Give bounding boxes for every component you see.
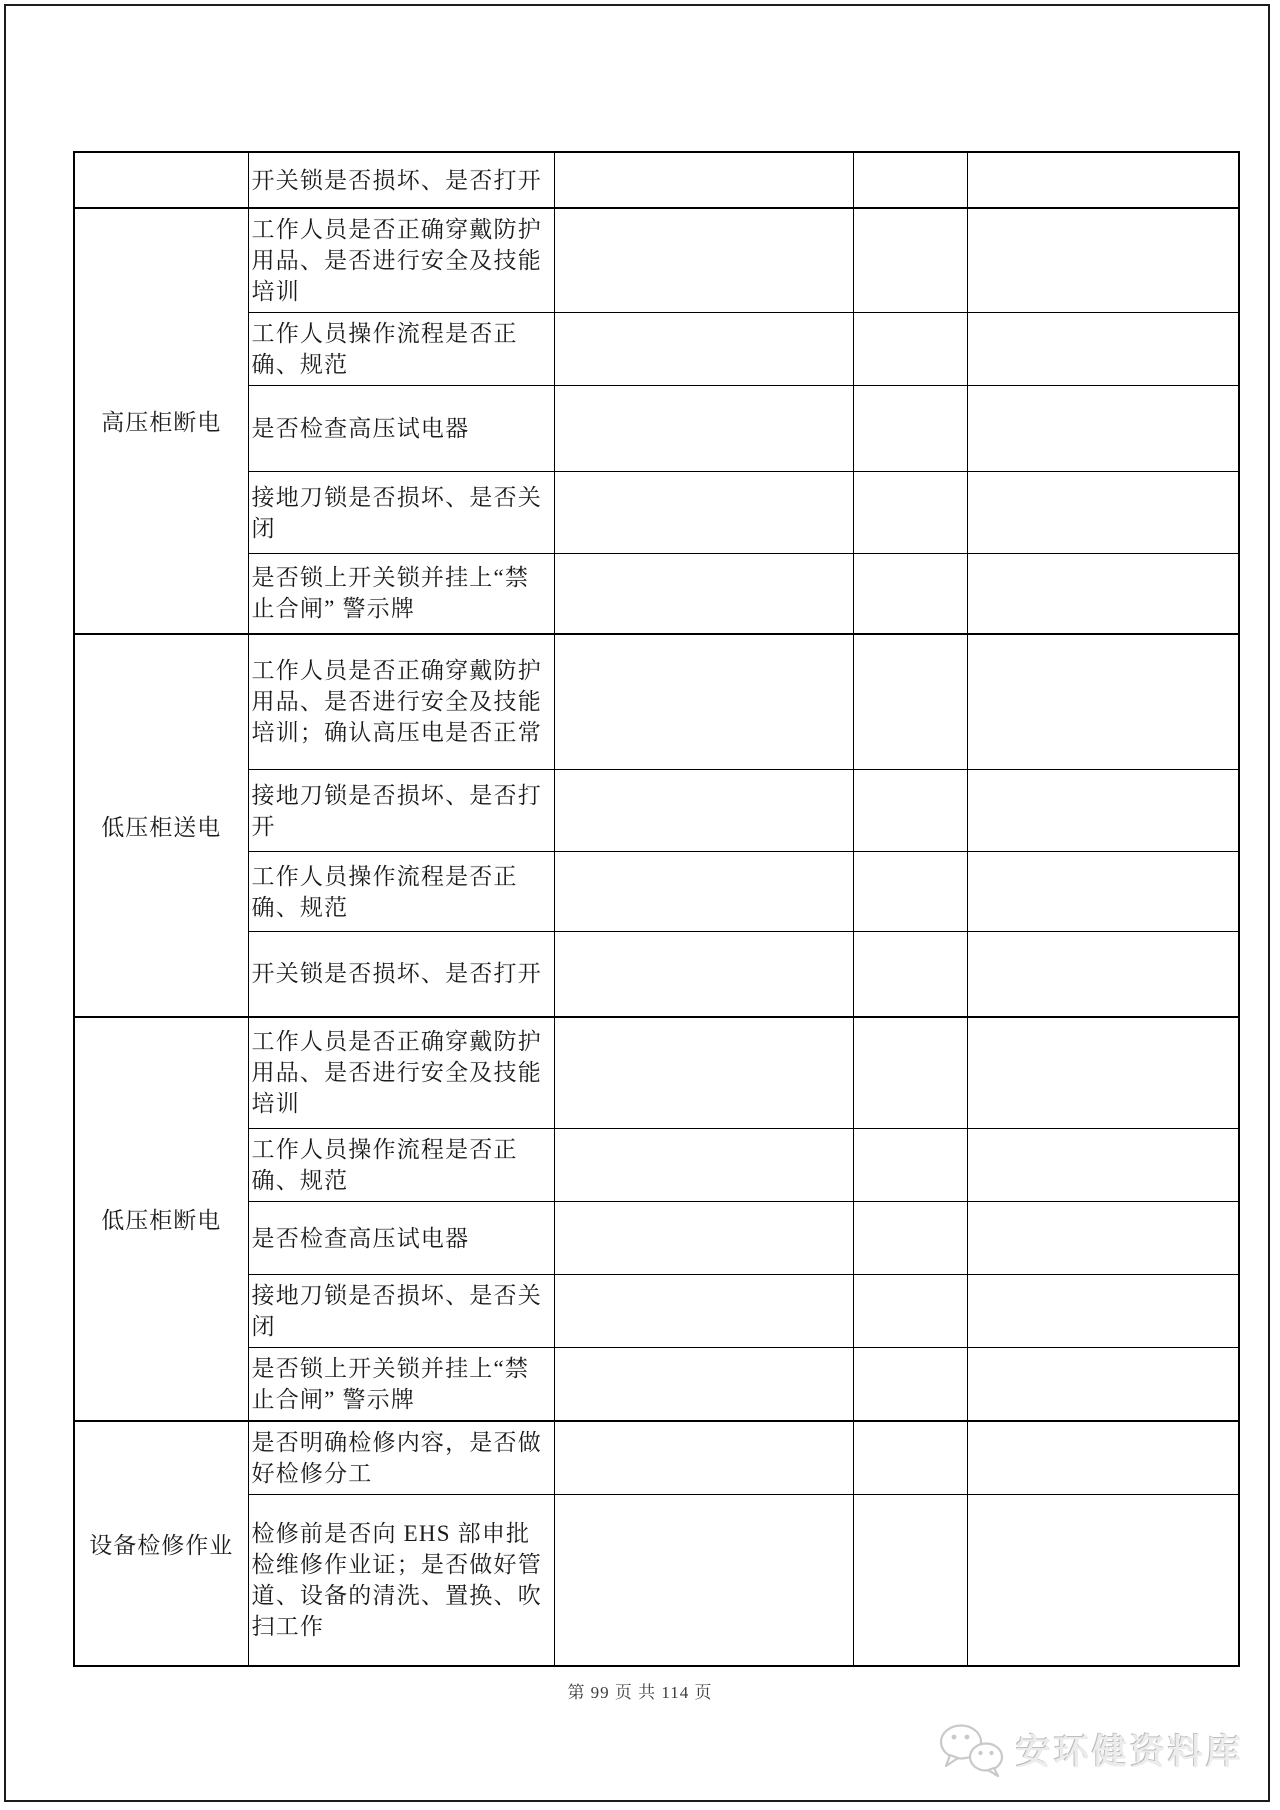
item-cell: 接地刀锁是否损坏、是否打开 xyxy=(248,770,554,852)
item-cell: 工作人员是否正确穿戴防护用品、是否进行安全及技能培训 xyxy=(248,1017,554,1129)
item-cell: 开关锁是否损坏、是否打开 xyxy=(248,152,554,208)
item-cell: 工作人员操作流程是否正确、规范 xyxy=(248,1129,554,1202)
section-name-cell: 设备检修作业 xyxy=(74,1421,248,1666)
item-cell: 是否检查高压试电器 xyxy=(248,1202,554,1275)
check-cell-empty xyxy=(853,1495,967,1666)
remark-cell-empty xyxy=(967,152,1239,208)
result-cell-empty xyxy=(554,1275,853,1348)
remark-cell-empty xyxy=(967,932,1239,1017)
safety-checklist-table xyxy=(73,151,1240,1667)
remark-cell-empty xyxy=(967,1495,1239,1666)
item-cell: 检修前是否向 EHS 部申批检维修作业证；是否做好管道、设备的清洗、置换、吹扫工作 xyxy=(248,1495,554,1666)
remark-cell-empty xyxy=(967,208,1239,313)
check-cell-empty xyxy=(853,208,967,313)
result-cell-empty xyxy=(554,472,853,554)
check-cell-empty xyxy=(853,1275,967,1348)
remark-cell-empty xyxy=(967,1129,1239,1202)
section-name-cell: 低压柜送电 xyxy=(74,634,248,1017)
page-number-text: 第 99 页 共 114 页 xyxy=(567,1683,713,1702)
item-cell: 接地刀锁是否损坏、是否关闭 xyxy=(248,472,554,554)
table-row xyxy=(74,313,1239,386)
check-cell-empty xyxy=(853,554,967,634)
result-cell-empty xyxy=(554,1202,853,1275)
result-cell-empty xyxy=(554,1495,853,1666)
table-row xyxy=(74,1202,1239,1275)
table-row xyxy=(74,152,1239,208)
item-cell: 是否锁上开关锁并挂上“禁止合闸” 警示牌 xyxy=(248,1348,554,1422)
section-name-cell: 高压柜断电 xyxy=(74,208,248,634)
table-row xyxy=(74,852,1239,932)
result-cell-empty xyxy=(554,1348,853,1422)
check-cell-empty xyxy=(853,313,967,386)
item-cell: 是否明确检修内容，是否做好检修分工 xyxy=(248,1421,554,1495)
table-row xyxy=(74,1348,1239,1422)
check-cell-empty xyxy=(853,770,967,852)
item-cell: 接地刀锁是否损坏、是否关闭 xyxy=(248,1275,554,1348)
check-cell-empty xyxy=(853,1129,967,1202)
result-cell-empty xyxy=(554,1129,853,1202)
result-cell-empty xyxy=(554,208,853,313)
check-cell-empty xyxy=(853,472,967,554)
remark-cell-empty xyxy=(967,1348,1239,1422)
item-cell: 是否检查高压试电器 xyxy=(248,386,554,472)
item-cell: 工作人员是否正确穿戴防护用品、是否进行安全及技能培训 xyxy=(248,208,554,313)
result-cell-empty xyxy=(554,1017,853,1129)
remark-cell-empty xyxy=(967,1017,1239,1129)
item-cell: 是否锁上开关锁并挂上“禁止合闸” 警示牌 xyxy=(248,554,554,634)
table-row xyxy=(74,932,1239,1017)
check-cell-empty xyxy=(853,1421,967,1495)
wechat-chat-bubbles-icon xyxy=(936,1722,1008,1778)
result-cell-empty xyxy=(554,634,853,770)
result-cell-empty xyxy=(554,313,853,386)
result-cell-empty xyxy=(554,386,853,472)
check-cell-empty xyxy=(853,152,967,208)
item-cell: 开关锁是否损坏、是否打开 xyxy=(248,932,554,1017)
item-cell: 工作人员操作流程是否正确、规范 xyxy=(248,313,554,386)
table-row xyxy=(74,770,1239,852)
remark-cell-empty xyxy=(967,634,1239,770)
section-name-cell: 低压柜断电 xyxy=(74,1017,248,1422)
item-cell: 工作人员是否正确穿戴防护用品、是否进行安全及技能培训；确认高压电是否正常 xyxy=(248,634,554,770)
result-cell-empty xyxy=(554,852,853,932)
table-row xyxy=(74,386,1239,472)
check-cell-empty xyxy=(853,1202,967,1275)
table-row xyxy=(74,1017,1239,1129)
remark-cell-empty xyxy=(967,554,1239,634)
table-row xyxy=(74,208,1239,313)
table-row xyxy=(74,472,1239,554)
check-cell-empty xyxy=(853,386,967,472)
check-cell-empty xyxy=(853,932,967,1017)
page-footer xyxy=(0,1678,1280,1703)
result-cell-empty xyxy=(554,1421,853,1495)
remark-cell-empty xyxy=(967,1275,1239,1348)
remark-cell-empty xyxy=(967,386,1239,472)
remark-cell-empty xyxy=(967,1202,1239,1275)
table-row xyxy=(74,1129,1239,1202)
result-cell-empty xyxy=(554,152,853,208)
watermark xyxy=(936,1722,1244,1778)
remark-cell-empty xyxy=(967,852,1239,932)
table-row xyxy=(74,634,1239,770)
result-cell-empty xyxy=(554,770,853,852)
remark-cell-empty xyxy=(967,770,1239,852)
watermark-label: 安环健资料库 xyxy=(1015,1733,1244,1772)
table-row xyxy=(74,1495,1239,1666)
table-row xyxy=(74,1275,1239,1348)
check-cell-empty xyxy=(853,1017,967,1129)
check-cell-empty xyxy=(853,1348,967,1422)
table-row xyxy=(74,1421,1239,1495)
item-cell: 工作人员操作流程是否正确、规范 xyxy=(248,852,554,932)
remark-cell-empty xyxy=(967,313,1239,386)
table-row xyxy=(74,554,1239,634)
result-cell-empty xyxy=(554,554,853,634)
result-cell-empty xyxy=(554,932,853,1017)
checklist-body xyxy=(74,152,1239,1666)
check-cell-empty xyxy=(853,852,967,932)
remark-cell-empty xyxy=(967,1421,1239,1495)
check-cell-empty xyxy=(853,634,967,770)
remark-cell-empty xyxy=(967,472,1239,554)
section-cell-empty xyxy=(74,152,248,208)
